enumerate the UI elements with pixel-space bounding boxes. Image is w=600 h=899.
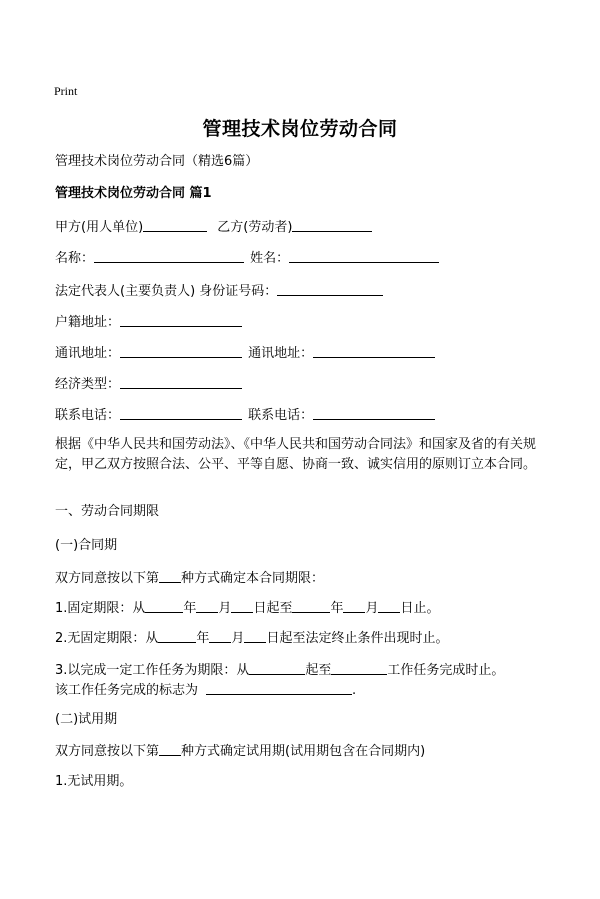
open-term-label: 2.无固定期限：从 [55,631,159,646]
name-blank[interactable] [94,248,244,263]
agree-probation-text-b: 种方式确定试用期(试用期包含在合同期内) [181,744,426,759]
phone-label-b: 联系电话： [248,408,314,423]
fixed-start-day-blank[interactable] [231,598,253,613]
fixed-day-2: 日止。 [400,601,440,616]
party-a-blank[interactable] [143,217,207,232]
task-term-label: 3.以完成一定工作任务为期限：从 [55,663,250,678]
address-label-b: 通讯地址： [248,346,314,361]
agree-probation-text-a: 双方同意按以下第 [55,744,160,759]
sub-probation: (二)试用期 [55,712,118,727]
phone-b-blank[interactable] [313,405,435,420]
no-probation: 1.无试用期。 [55,774,133,789]
party-b-label: 乙方(劳动者) [217,220,293,235]
task-end-blank[interactable] [331,660,387,675]
household-label: 户籍地址： [55,315,121,330]
fixed-end-month-blank[interactable] [343,598,365,613]
fixed-month-2: 月 [365,601,379,616]
term-method-blank[interactable] [159,568,181,583]
agree-term-text-b: 种方式确定本合同期限： [181,571,325,586]
task-mark-row [55,680,356,700]
open-term-row [55,628,448,648]
section-heading: 管理技术岗位劳动合同 篇1 [55,186,212,201]
agree-term-text-a: 双方同意按以下第 [55,571,160,586]
legal-rep-row [55,281,383,301]
open-year: 年 [196,631,210,646]
task-term-row [55,660,504,680]
person-name-blank[interactable] [289,248,439,263]
open-start-year-blank[interactable] [158,628,196,643]
document-subtitle: 管理技术岗位劳动合同（精选6篇） [55,154,259,169]
party-a-label: 甲方(用人单位) [55,220,144,235]
parties-row [55,217,372,237]
address-label-a: 通讯地址： [55,346,121,361]
fixed-end-day-blank[interactable] [378,598,400,613]
legal-rep-label: 法定代表人(主要负责人) 身份证号码： [55,284,278,299]
agree-probation-row [55,741,425,761]
intro-paragraph: 根据《中华人民共和国劳动法》、《中华人民共和国劳动合同法》和国家及省的有关规定，甲乙双方按照合法、公平、平等自愿、协商一致、诚实信用的原则订立本合同。 [55,437,537,472]
fixed-start-year-blank[interactable] [145,598,183,613]
name-row [55,248,439,268]
section-term: 一、劳动合同期限 [55,504,160,519]
task-start-blank[interactable] [249,660,305,675]
id-number-blank[interactable] [277,281,383,296]
phone-row [55,405,435,425]
fixed-year-2: 年 [330,601,344,616]
address-a-blank[interactable] [120,343,242,358]
open-start-month-blank[interactable] [209,628,231,643]
name-label: 名称： [55,251,95,266]
task-term-end: 工作任务完成时止。 [387,663,505,678]
address-b-blank[interactable] [313,343,435,358]
household-row [55,312,242,332]
fixed-term-row [55,598,440,618]
fixed-end-year-blank[interactable] [292,598,330,613]
fixed-term-label: 1.固定期限：从 [55,601,146,616]
agree-term-row [55,568,324,588]
sub-contract-term: (一)合同期 [55,538,118,553]
document-title: 管理技术岗位劳动合同 [202,118,398,140]
person-name-label: 姓名： [250,251,290,266]
party-b-blank[interactable] [292,217,372,232]
economy-type-row [55,374,242,394]
address-row [55,343,435,363]
open-month: 月 [231,631,245,646]
household-blank[interactable] [120,312,242,327]
open-day: 日起至法定终止条件出现时止。 [266,631,449,646]
probation-method-blank[interactable] [159,741,181,756]
fixed-month-1: 月 [218,601,232,616]
phone-label-a: 联系电话： [55,408,121,423]
open-start-day-blank[interactable] [244,628,266,643]
task-mark-period: . [352,683,357,698]
task-mark-blank[interactable] [206,680,352,695]
fixed-start-month-blank[interactable] [196,598,218,613]
print-label: Print [54,84,78,98]
phone-a-blank[interactable] [120,405,242,420]
task-mark-label: 该工作任务完成的标志为 [55,683,199,698]
task-term-to: 起至 [305,663,332,678]
economy-type-label: 经济类型： [55,377,121,392]
fixed-day-1: 日起至 [253,601,293,616]
economy-type-blank[interactable] [120,374,242,389]
fixed-year-1: 年 [183,601,197,616]
